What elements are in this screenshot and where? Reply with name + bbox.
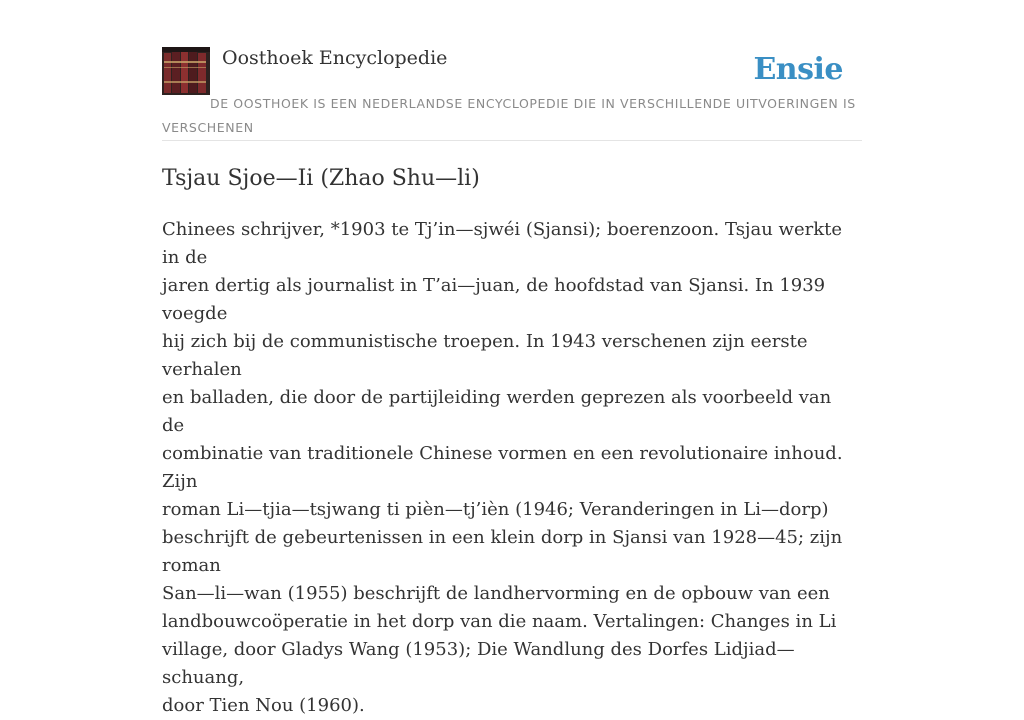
article-title: Tsjau Sjoe—Ii (Zhao Shu—li) [162, 166, 480, 191]
site-tagline: DE OOSTHOEK IS EEN NEDERLANDSE ENCYCLOPEDIE DIE IN VERSCHILLENDE UITVOERINGEN IS VERSCHENEN [162, 96, 856, 135]
site-name[interactable]: Oosthoek Encyclopedie [222, 47, 448, 69]
book-spines-icon[interactable] [162, 47, 210, 95]
site-header [162, 46, 862, 141]
brand-logo[interactable]: Ensie [753, 52, 843, 87]
article-body: Chinees schrijver, *1903 te Tj’in—sjwéi (Sjansi); boerenzoon. Tsjau werkte in de jaren dertig als journalist in T’ai—juan, de hoofdstad van Sjansi. In 1939 voegde hij zich bij de communistische troepen. In 1943 verschenen zijn eerste verhalen en balladen, die door de partijleiding werden geprezen als voorbeeld van de combinatie van traditionele Chinese vormen en een revolutionaire inhoud. Zijn roman Li—tjia—tsjwang ti pièn—tj’ièn (1946; Veranderingen in Li—dorp) beschrijft de gebeurtenissen in een klein dorp in Sjansi van 1928—45; zijn roman San—li—wan (1955) beschrijft de landhervorming en de opbouw van een landbouwcoöperatie in het dorp van die naam. Vertalingen: Changes in Li village, door Gladys Wang (1953); Die Wandlung des Dorfes Lidjiad—schuang, door Tien Nou (1960). [162, 219, 843, 716]
